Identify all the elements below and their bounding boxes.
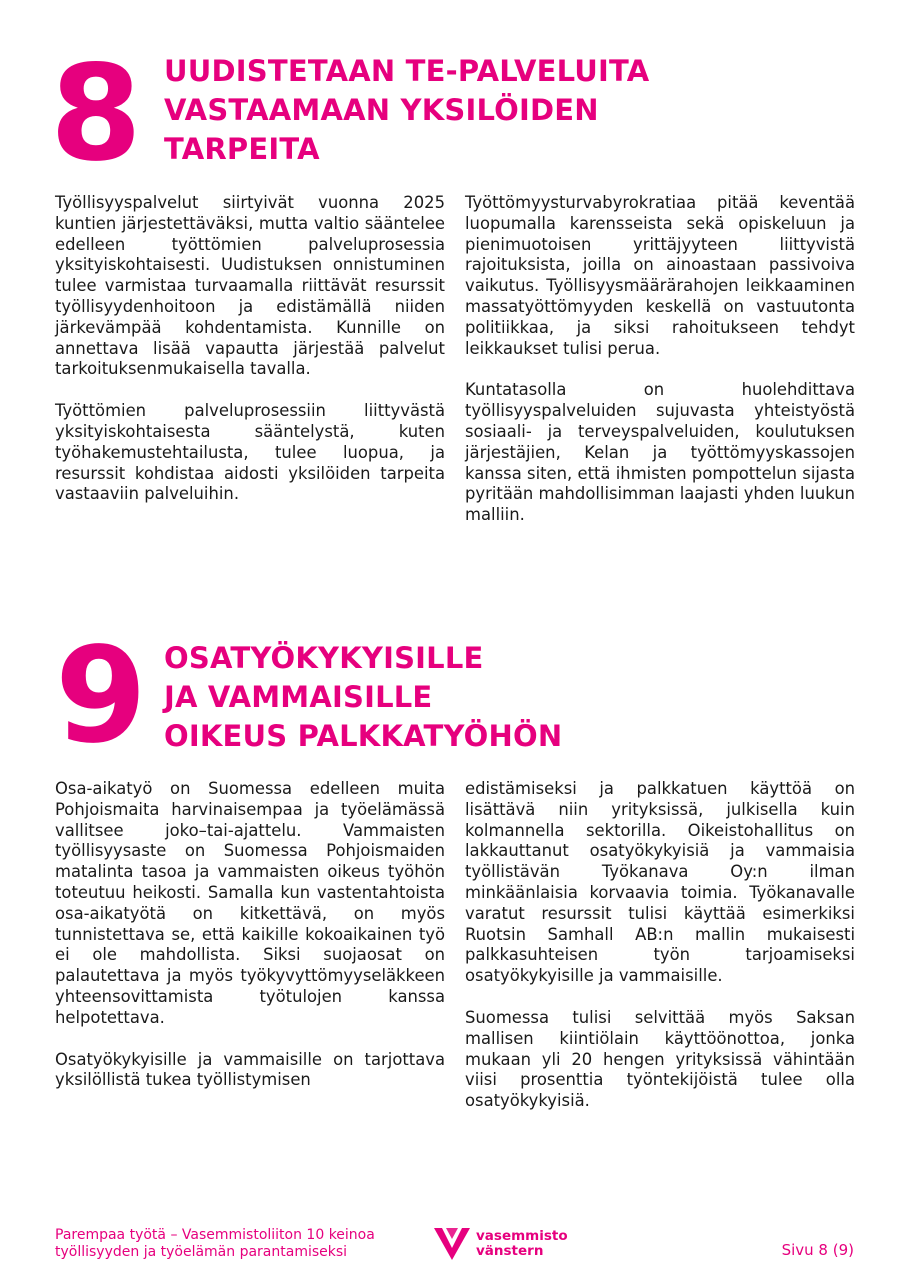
paragraph: Osatyökykyisille ja vammaisille on tarjottava yksilöllistä tukea työllistymisen: [55, 1049, 445, 1090]
heading-line: JA VAMMAISILLE: [164, 680, 433, 714]
section-8-heading: [164, 52, 649, 169]
logo-line: vasemmisto: [476, 1228, 568, 1244]
section-9-right-column: [465, 779, 855, 1133]
paragraph: Kuntatasolla on huolehdittava työllisyyspalveluiden sujuvasta yhteistyöstä sosiaali- ja terveyspalveluiden, koulutuksen järjestäjien, Kelan ja työttömyyskassojen kanssa siten, että ihmisten pompottelun sijasta pyritään mahdollisimman laajasti yhden luukun malliin.: [465, 380, 855, 525]
paragraph: Suomessa tulisi selvittää myös Saksan mallisen kiintiölain käyttöönottoa, jonka mukaan yli 20 hengen yrityksissä vähintään viisi prosenttia työntekijöistä tulee olla osatyökykyisiä.: [465, 1007, 855, 1111]
logo-v-icon: [432, 1226, 472, 1262]
heading-line: OSATYÖKYKYISILLE: [164, 641, 484, 675]
logo-line: vänstern: [476, 1243, 544, 1259]
section-9-heading: [164, 639, 562, 756]
paragraph: edistämiseksi ja palkkatuen käyttöä on lisättävä niin yrityksissä, julkisella kuin kolmannella sektorilla. Oikeistohallitus on lakkauttanut osatyökykyisiä ja vammaisia työllistävän Työkanava Oy:n ilman minkäänlaisia korvaavia toimia. Työkanavalle varatut resurssit tulisi käyttää esimerkiksi Ruotsin Samhall AB:n mallin mukaisesti palkkasuhteisen työn tarjoamiseksi osatyökykyisille ja vammaisille.: [465, 779, 855, 986]
section-number-9: 9: [55, 619, 147, 773]
page-number: Sivu 8 (9): [781, 1241, 854, 1259]
footer-line: työllisyyden ja työelämän parantamiseksi: [55, 1244, 348, 1260]
footer-line: Parempaa työtä – Vasemmistoliiton 10 keinoa: [55, 1227, 375, 1243]
section-8-right-column: [465, 193, 855, 547]
heading-line: VASTAAMAAN YKSILÖIDEN: [164, 93, 599, 127]
heading-line: UUDISTETAAN TE-PALVELUITA: [164, 54, 650, 88]
vasemmisto-logo: [432, 1224, 582, 1264]
section-8-left-column: [55, 193, 445, 526]
footer-publication-title: [55, 1227, 375, 1261]
heading-line: TARPEITA: [164, 132, 320, 166]
section-9-left-column: [55, 779, 445, 1112]
heading-line: OIKEUS PALKKATYÖHÖN: [164, 719, 563, 753]
paragraph: Osa-aikatyö on Suomessa edelleen muita Pohjoismaita harvinaisempaa ja työelämässä vallitsee joko–tai-ajattelu. Vammaisten työllisyysaste on Suomessa Pohjoismaiden matalinta tasoa ja vammaisten oikeus työhön toteutuu heikosti. Samalla kun vastentahtoista osa-aikatyötä on kitkettävä, on myös tunnistettava se, että kaikille kokoaikainen työ ei ole mahdollista. Siksi suojaosat on palautettava ja myös työkyvyttömyyseläkkeen yhteensovittamista työtulojen kanssa helpotettava.: [55, 779, 445, 1027]
paragraph: Työttömyysturvabyrokratiaa pitää keventää luopumalla karensseista sekä opiskeluun ja pienimuotoisen yrittäjyyteen liittyvistä rajoituksista, joilla on ainoastaan passivoiva vaikutus. Työllisyysmäärärahojen leikkaaminen massatyöttömyyden keskellä on vastuutonta politiikkaa, ja siksi rahoitukseen tehdyt leikkaukset tulisi perua.: [465, 193, 855, 358]
paragraph: Työllisyyspalvelut siirtyivät vuonna 2025 kuntien järjestettäväksi, mutta valtio sääntelee edelleen työttömien palveluprosessia yksityiskohtaisesti. Uudistuksen onnistuminen tulee varmistaa turvaamalla riittävät resurssit työllisyydenhoitoon ja edistämällä niiden järkevämpää kohdentamista. Kunnille on annettava lisää vapautta järjestää palvelut tarkoituksenmukaisella tavalla.: [55, 193, 445, 379]
logo-wordmark: [476, 1229, 568, 1259]
section-number-8: 8: [50, 37, 142, 191]
paragraph: Työttömien palveluprosessiin liittyvästä yksityiskohtaisesta sääntelystä, kuten työhakemustehtailusta, tulee luopua, ja resurssit kohdistaa aidosti yksilöiden tarpeita vastaaviin palveluihin.: [55, 401, 445, 504]
